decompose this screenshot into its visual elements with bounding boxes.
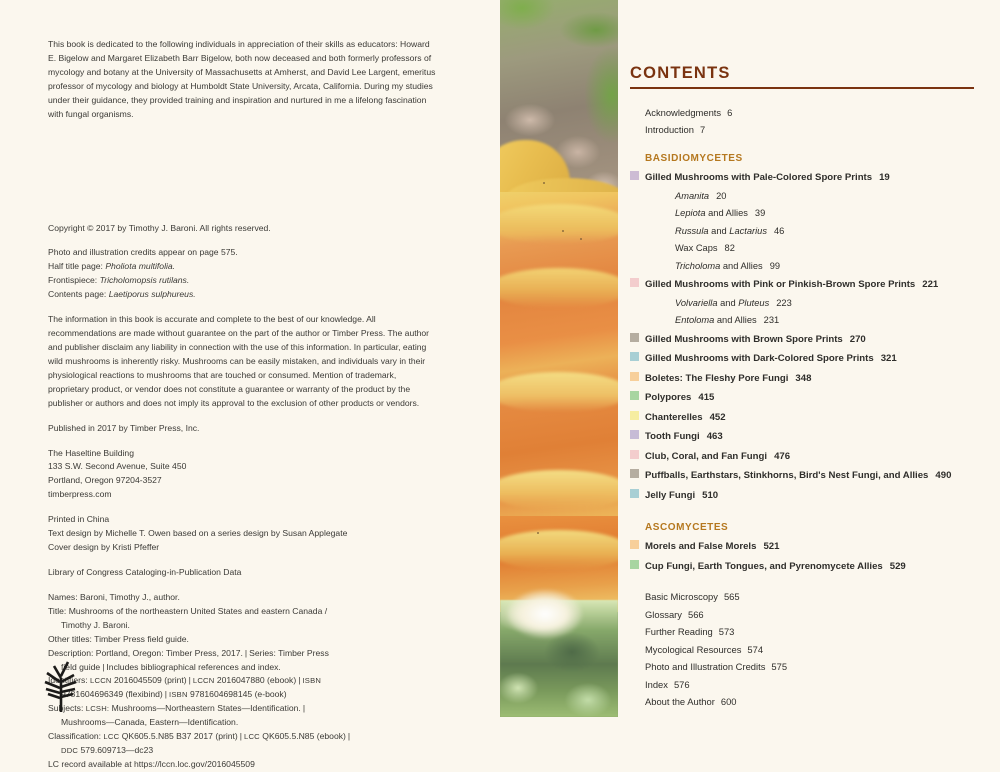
toc-item-label: Tooth Fungi bbox=[645, 431, 700, 442]
toc-item-page: 321 bbox=[880, 353, 897, 364]
toc-back-matter-item[interactable] bbox=[630, 693, 990, 711]
cip-classification-line bbox=[48, 730, 438, 758]
cip-subjects-line bbox=[48, 702, 438, 730]
identifiers-lccn1-prefix: LCCN bbox=[90, 676, 112, 686]
toc-item-label: Mycological Resources bbox=[645, 643, 742, 655]
photo-shelf-margin-3 bbox=[500, 372, 618, 412]
toc-item-page: 221 bbox=[922, 279, 939, 290]
toc-subsection-text: and bbox=[717, 297, 739, 308]
toc-chapter-item[interactable] bbox=[630, 349, 990, 369]
cover-design-credit: Cover design by Kristi Pfeffer bbox=[48, 542, 160, 553]
toc-item-page: 575 bbox=[771, 661, 788, 672]
toc-item-page: 6 bbox=[727, 107, 733, 118]
toc-subsection-text: and bbox=[708, 225, 730, 236]
cip-description-b2: Includes bibliographical references and index. bbox=[106, 661, 281, 672]
classification-lcc2-prefix: LCC bbox=[244, 732, 260, 742]
toc-item-page: 573 bbox=[718, 626, 735, 637]
toc-item-page: 231 bbox=[763, 315, 780, 325]
cip-description-line bbox=[48, 647, 438, 675]
contents-page bbox=[618, 0, 1000, 717]
toc-chapter-item[interactable] bbox=[630, 557, 990, 577]
pipe-separator-icon: | bbox=[244, 647, 248, 658]
toc-item-page: 452 bbox=[709, 411, 726, 423]
photo-speck bbox=[580, 238, 582, 240]
toc-subsection-item[interactable] bbox=[630, 188, 990, 206]
toc-chapter-item[interactable] bbox=[630, 486, 990, 506]
toc-item-page: 574 bbox=[747, 643, 764, 655]
classification-value-b: QK605.5.N85 (ebook) bbox=[262, 731, 346, 742]
toc-back-matter-item[interactable] bbox=[630, 658, 990, 676]
identifiers-lccn1-value: 2016045509 (print) bbox=[114, 675, 187, 686]
toc-item-page: 39 bbox=[754, 208, 766, 218]
identifiers-isbn2-value: 9781604698145 (e-book) bbox=[190, 689, 287, 700]
toc-back-matter-item[interactable] bbox=[630, 606, 990, 624]
chapter-color-swatch-icon bbox=[630, 391, 639, 400]
identifiers-lccn2-value: 2016047880 (ebook) bbox=[216, 675, 297, 686]
contents-photo-label: Contents page: bbox=[48, 289, 107, 300]
toc-subsection-item[interactable] bbox=[630, 258, 990, 276]
identifiers-lccn2-prefix: LCCN bbox=[192, 676, 215, 686]
toc-item-label: Basic Microscopy bbox=[645, 591, 718, 602]
address-line-2: 133 S.W. Second Avenue, Suite 450 bbox=[48, 461, 187, 472]
toc-item-label: Morels and False Morels bbox=[645, 541, 757, 552]
identifiers-isbn1-prefix: ISBN bbox=[302, 676, 322, 686]
address-line-1: The Haseltine Building bbox=[48, 447, 134, 458]
frontispiece-value: Tricholomopsis rutilans. bbox=[99, 275, 190, 286]
toc-item-label: Index bbox=[645, 678, 668, 690]
text-design-credit: Text design by Michelle T. Owen based on a series design by Susan Applegate bbox=[48, 528, 348, 539]
toc-chapter-item[interactable] bbox=[630, 330, 990, 350]
toc-item-page: 19 bbox=[879, 172, 890, 183]
toc-subsection-text: and Allies bbox=[714, 315, 757, 325]
toc-item-page: 270 bbox=[849, 333, 866, 345]
toc-chapter-item[interactable] bbox=[630, 466, 990, 486]
toc-item-page: 476 bbox=[774, 450, 791, 462]
toc-item-page: 46 bbox=[774, 225, 785, 236]
chapter-color-swatch-icon bbox=[630, 171, 639, 180]
photo-shelf-margin-1 bbox=[500, 204, 618, 244]
subjects-lcsh-prefix: LCSH: bbox=[85, 704, 110, 714]
toc-chapter-item[interactable] bbox=[630, 537, 990, 557]
toc-item-page: 600 bbox=[720, 696, 737, 707]
toc-subsection-text: and Allies bbox=[705, 208, 748, 218]
pipe-separator-icon: | bbox=[164, 689, 168, 700]
toc-subsection-text: and Allies bbox=[720, 260, 763, 271]
toc-item-label: Cup Fungi, Earth Tongues, and Pyrenomycete Allies bbox=[645, 560, 883, 572]
toc-subsection-genus-2: Pluteus bbox=[738, 297, 770, 308]
toc-item-page: 415 bbox=[698, 392, 715, 403]
photo-speck bbox=[543, 182, 545, 184]
toc-item-label: Gilled Mushrooms with Pink or Pinkish-Brown Spore Prints bbox=[645, 279, 916, 290]
printed-in-line: Printed in China bbox=[48, 514, 110, 525]
pipe-separator-icon: | bbox=[188, 675, 191, 686]
pipe-separator-icon: | bbox=[102, 661, 105, 672]
toc-subsection-genus-2: Lactarius bbox=[729, 225, 768, 236]
photo-speck bbox=[562, 230, 564, 232]
lccp-heading: Library of Congress Cataloging-in-Publication Data bbox=[48, 566, 242, 577]
identifiers-isbn2-prefix: ISBN bbox=[169, 690, 188, 700]
toc-subsection-item[interactable] bbox=[630, 223, 990, 241]
published-line: Published in 2017 by Timber Press, Inc. bbox=[48, 422, 200, 433]
copyright-text-block bbox=[48, 38, 438, 772]
cip-identifiers-cont bbox=[48, 688, 438, 702]
toc-item-page: 7 bbox=[700, 124, 706, 135]
photo-credits-line: Photo and illustration credits appear on page 575. bbox=[48, 247, 238, 258]
pipe-separator-icon: | bbox=[347, 731, 351, 742]
cip-title-line bbox=[48, 605, 438, 633]
subjects-label: Subjects: bbox=[48, 703, 84, 714]
toc-item-label: Photo and Illustration Credits bbox=[645, 661, 766, 672]
toc-subsection-genus: Russula bbox=[675, 225, 709, 236]
toc-subsection-item[interactable] bbox=[630, 240, 990, 258]
toc-subsection-genus: Lepiota bbox=[675, 208, 706, 218]
photo-shelf-margin-4 bbox=[500, 470, 618, 510]
toc-back-matter-item[interactable] bbox=[630, 641, 990, 659]
toc-item-label: Gilled Mushrooms with Brown Spore Prints bbox=[645, 333, 843, 345]
identifiers-isbn1-value: 9781604696349 (flexibind) bbox=[61, 689, 163, 700]
chapter-color-swatch-icon bbox=[630, 352, 639, 361]
toc-item-page: 576 bbox=[673, 678, 690, 690]
toc-subsection-genus: Volvariella bbox=[675, 297, 718, 308]
toc-item-label: Puffballs, Earthstars, Stinkhorns, Bird's Nest Fungi, and Allies bbox=[645, 470, 929, 481]
toc-item-label: Acknowledgments bbox=[645, 107, 722, 118]
dedication-paragraph: This book is dedicated to the following individuals in appreciation of their skills as educators: Howard E. Bigelow and Margaret Elizabeth Barr Bigelow, both now deceased and both formerly professors of mycology and botany at the University of Massachusetts at Amherst, and David Lee Largent, emeritus professor of mycology and biology at Humboldt State University, Arcata, California. During my studies under their guidance, they provided training and inspiration and nurtured in me a lifelong fascination with fungal organisms. bbox=[48, 39, 436, 119]
toc-item-label: Polypores bbox=[645, 392, 692, 403]
toc-subsection-genus: Amanita bbox=[675, 190, 710, 201]
table-of-contents bbox=[630, 104, 990, 711]
classification-ddc-line bbox=[48, 744, 438, 758]
pipe-separator-icon: | bbox=[298, 675, 301, 686]
toc-chapter-item[interactable] bbox=[630, 275, 990, 295]
toc-subsection-genus: Tricholoma bbox=[675, 260, 721, 271]
chapter-color-swatch-icon bbox=[630, 430, 639, 439]
toc-item-label: Club, Coral, and Fan Fungi bbox=[645, 450, 768, 462]
copyright-page bbox=[0, 0, 500, 769]
toc-subsection-item[interactable] bbox=[630, 312, 990, 330]
photo-highlight-glow bbox=[508, 590, 582, 638]
pipe-separator-icon: | bbox=[302, 703, 306, 714]
cip-title-cont: Timothy J. Baroni. bbox=[61, 619, 130, 630]
toc-item-page: 20 bbox=[716, 190, 727, 201]
toc-chapter-item[interactable] bbox=[630, 168, 990, 188]
toc-chapter-item[interactable] bbox=[630, 369, 990, 389]
toc-item-page: 566 bbox=[688, 608, 704, 620]
disclaimer-paragraph: The information in this book is accurate and complete to the best of our knowledge. All recommendations are made without guarantee on the part of the author or Timber Press. The author and publisher disclaim any liability in connection with the use of this information. In particular, eating wild mushrooms is inherently risky. Mushrooms can be easily mistaken, and individuals vary in their physiological reactions to mushrooms that are touched or consumed. Mention of trademark, proprietary product, or vendor does not constitute a guarantee or warranty of the product by the publisher or authors and does not imply its approval to the exclusion of other products or vendors. bbox=[48, 314, 430, 408]
copyright-line: Copyright © 2017 by Timothy J. Baroni. All rights reserved. bbox=[48, 222, 271, 233]
contents-photo-value: Laetiporus sulphureus. bbox=[108, 289, 196, 300]
toc-item-label: Glossary bbox=[645, 608, 682, 620]
toc-item-page: 223 bbox=[776, 297, 792, 308]
toc-item-page: 463 bbox=[706, 431, 723, 442]
publisher-website[interactable]: timberpress.com bbox=[48, 489, 112, 500]
toc-back-matter-item[interactable] bbox=[630, 623, 990, 641]
toc-back-matter-item[interactable] bbox=[630, 676, 990, 694]
toc-chapter-item[interactable] bbox=[630, 427, 990, 447]
toc-subsection-item[interactable] bbox=[630, 295, 990, 313]
cip-description-cont bbox=[48, 661, 438, 675]
chapter-color-swatch-icon bbox=[630, 411, 639, 420]
chapter-color-swatch-icon bbox=[630, 469, 639, 478]
photo-shelf-margin-2 bbox=[500, 268, 618, 308]
toc-item-page: 529 bbox=[889, 560, 906, 572]
chapter-color-swatch-icon bbox=[630, 278, 639, 287]
toc-item-label: Introduction bbox=[645, 124, 694, 135]
half-title-label: Half title page: bbox=[48, 261, 103, 272]
toc-item-label: Chanterelles bbox=[645, 411, 703, 423]
toc-item-page: 521 bbox=[763, 541, 780, 552]
timber-press-tree-logo-icon bbox=[34, 658, 90, 714]
toc-back-matter-item[interactable] bbox=[630, 588, 990, 606]
toc-back-matter bbox=[630, 588, 990, 711]
classification-value-a: QK605.5.N85 B37 2017 (print) bbox=[121, 731, 238, 742]
toc-front-matter-item[interactable] bbox=[630, 104, 990, 121]
toc-item-label: Jelly Fungi bbox=[645, 489, 696, 501]
cip-title-main: Title: Mushrooms of the northeastern United States and eastern Canada / bbox=[48, 605, 328, 616]
cip-names-line: Names: Baroni, Timothy J., author. bbox=[48, 591, 180, 602]
toc-item-label: Gilled Mushrooms with Pale-Colored Spore Prints bbox=[645, 172, 873, 183]
toc-item-page: 490 bbox=[935, 470, 952, 481]
cip-description-a: Description: Portland, Oregon: Timber Press, 2017. bbox=[48, 647, 243, 658]
chapter-color-swatch-icon bbox=[630, 540, 639, 549]
half-title-value: Pholiota multifolia. bbox=[105, 261, 176, 272]
photo-shelf-margin-5 bbox=[500, 530, 618, 570]
toc-item-label: Boletes: The Fleshy Pore Fungi bbox=[645, 372, 789, 384]
toc-item-page: 510 bbox=[702, 489, 719, 501]
photo-speck bbox=[537, 532, 539, 534]
classification-label: Classification: bbox=[48, 731, 102, 742]
toc-subsection-text: Wax Caps bbox=[675, 243, 718, 253]
toc-subsection-item[interactable] bbox=[630, 205, 990, 223]
classification-ddc-prefix: DDC bbox=[61, 746, 79, 756]
lc-record-line[interactable]: LC record available at https://lccn.loc.gov/2016045509 bbox=[48, 758, 255, 769]
toc-item-page: 348 bbox=[795, 372, 812, 384]
classification-ddc-value: 579.609713—dc23 bbox=[80, 745, 154, 756]
toc-item-label: Further Reading bbox=[645, 626, 713, 637]
toc-item-page: 82 bbox=[724, 243, 735, 253]
pipe-separator-icon: | bbox=[239, 731, 243, 742]
cip-description-b: field guide bbox=[61, 661, 101, 672]
contents-page-photo bbox=[500, 0, 618, 717]
chapter-color-swatch-icon bbox=[630, 489, 639, 498]
classification-lcc1-prefix: LCC bbox=[103, 732, 120, 742]
page-title: CONTENTS bbox=[630, 64, 731, 82]
title-divider bbox=[630, 87, 974, 89]
frontispiece-line bbox=[48, 274, 438, 288]
toc-group-heading: BASIDIOMYCETES bbox=[645, 153, 743, 164]
frontispiece-label: Frontispiece: bbox=[48, 275, 98, 286]
chapter-color-swatch-icon bbox=[630, 560, 639, 569]
toc-subsection-genus: Entoloma bbox=[675, 315, 715, 325]
cip-other-titles-line: Other titles: Timber Press field guide. bbox=[48, 633, 189, 644]
toc-item-page: 565 bbox=[723, 591, 740, 602]
toc-chapter-item[interactable] bbox=[630, 447, 990, 467]
contents-photo-line bbox=[48, 288, 438, 302]
vertical-spacer bbox=[48, 122, 438, 222]
cip-identifiers-line bbox=[48, 674, 438, 702]
address-line-3: Portland, Oregon 97204-3527 bbox=[48, 475, 162, 486]
toc-chapter-item[interactable] bbox=[630, 388, 990, 408]
subjects-value-b: Mushrooms—Canada, Eastern—Identification. bbox=[61, 717, 239, 728]
identifiers-label: Identifiers: bbox=[48, 675, 88, 686]
half-title-line bbox=[48, 260, 438, 274]
toc-item-label: Gilled Mushrooms with Dark-Colored Spore Prints bbox=[645, 353, 874, 364]
toc-front-matter-item[interactable] bbox=[630, 121, 990, 138]
toc-chapter-item[interactable] bbox=[630, 408, 990, 428]
chapter-color-swatch-icon bbox=[630, 372, 639, 381]
cip-description-a2: Series: Timber Press bbox=[249, 647, 329, 658]
toc-group-heading: ASCOMYCETES bbox=[645, 522, 729, 533]
subjects-value-a: Mushrooms—Northeastern States—Identification. bbox=[111, 703, 301, 714]
toc-item-page: 99 bbox=[769, 260, 781, 271]
toc-item-label: About the Author bbox=[645, 696, 715, 707]
chapter-color-swatch-icon bbox=[630, 450, 639, 459]
chapter-color-swatch-icon bbox=[630, 333, 639, 342]
